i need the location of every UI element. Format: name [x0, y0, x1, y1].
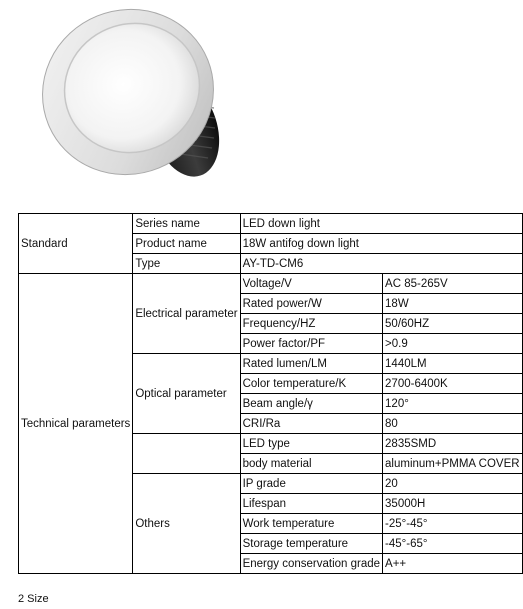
- row-label: Storage temperature: [240, 534, 382, 554]
- subgroup-others: Others: [133, 474, 240, 574]
- row-value: 18W antifog down light: [240, 234, 522, 254]
- row-value: AY-TD-CM6: [240, 254, 522, 274]
- row-value: -25°-45°: [383, 514, 523, 534]
- row-label: Product name: [133, 234, 240, 254]
- row-label: IP grade: [240, 474, 382, 494]
- row-value: 50/60HZ: [383, 314, 523, 334]
- row-label: LED type: [240, 434, 382, 454]
- table-row: [19, 214, 523, 234]
- row-label: Voltage/V: [240, 274, 382, 294]
- table-row: [19, 274, 523, 294]
- row-label: Lifespan: [240, 494, 382, 514]
- row-value: A++: [383, 554, 523, 574]
- specification-table: [18, 213, 523, 574]
- row-value: >0.9: [383, 334, 523, 354]
- group-standard: Standard: [19, 214, 133, 274]
- row-value: 35000H: [383, 494, 523, 514]
- group-technical: Technical parameters: [19, 274, 133, 574]
- row-label: CRI/Ra: [240, 414, 382, 434]
- row-value: 2835SMD: [383, 434, 523, 454]
- row-label: Type: [133, 254, 240, 274]
- row-value: 80: [383, 414, 523, 434]
- row-value: 18W: [383, 294, 523, 314]
- row-label: body material: [240, 454, 382, 474]
- row-value: -45°-65°: [383, 534, 523, 554]
- row-label: Frequency/HZ: [240, 314, 382, 334]
- row-value: AC 85-265V: [383, 274, 523, 294]
- row-label: Power factor/PF: [240, 334, 382, 354]
- row-label: Beam angle/γ: [240, 394, 382, 414]
- downlight-image: [0, 0, 481, 210]
- row-value: LED down light: [240, 214, 522, 234]
- row-value: aluminum+PMMA COVER: [383, 454, 523, 474]
- product-photo: [0, 0, 481, 210]
- subgroup-electrical: Electrical parameter: [133, 274, 240, 354]
- row-value: 20: [383, 474, 523, 494]
- row-label: Color temperature/K: [240, 374, 382, 394]
- row-label: Rated lumen/LM: [240, 354, 382, 374]
- row-label: Work temperature: [240, 514, 382, 534]
- row-value: 1440LM: [383, 354, 523, 374]
- subgroup-blank: [133, 434, 240, 474]
- row-label: Energy conservation grade: [240, 554, 382, 574]
- section-heading-size: 2 Size: [18, 593, 49, 605]
- row-label: Rated power/W: [240, 294, 382, 314]
- row-value: 120°: [383, 394, 523, 414]
- row-label: Series name: [133, 214, 240, 234]
- row-value: 2700-6400K: [383, 374, 523, 394]
- subgroup-optical: Optical parameter: [133, 354, 240, 434]
